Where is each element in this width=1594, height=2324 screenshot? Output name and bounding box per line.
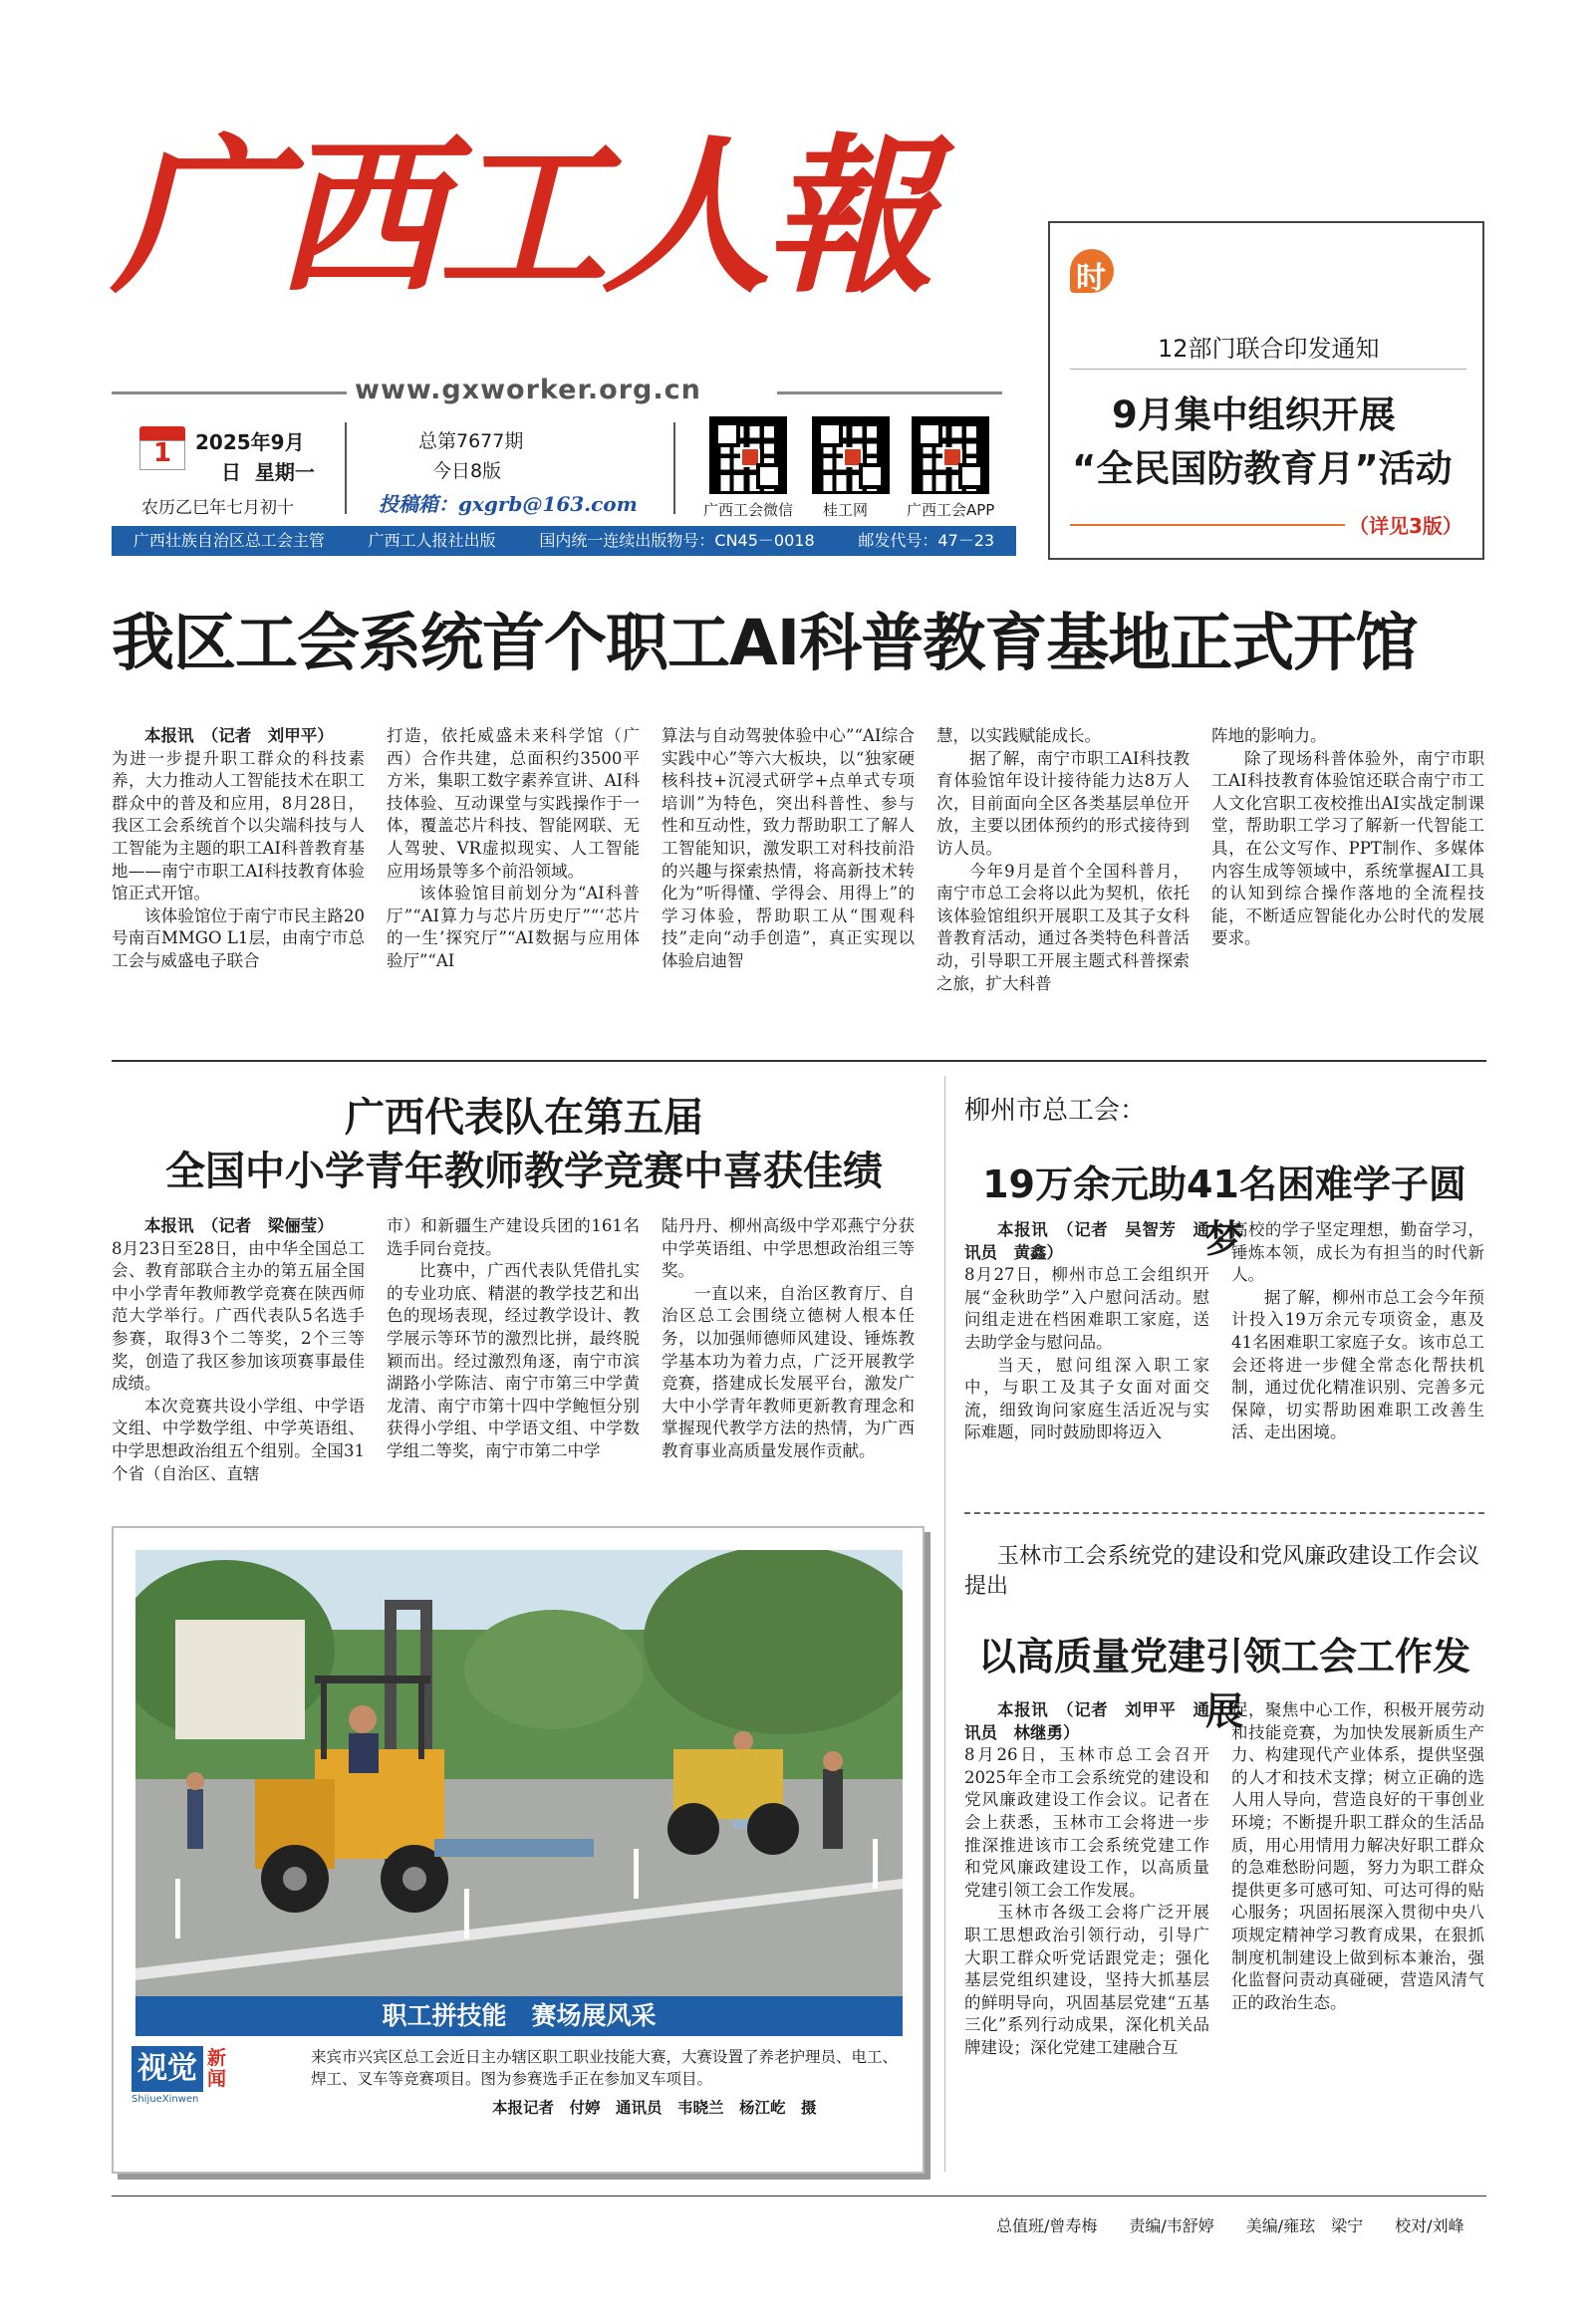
article2-headline[interactable]: 全国中小学青年教师教学竞赛中喜获佳绩 [165,1149,883,1194]
bar-item: 广西壮族自治区总工会主管 [133,531,325,550]
footer-rule [112,2195,1486,2196]
qr-code-wechat[interactable] [709,416,787,494]
date-line2: 日 星期一 [221,460,315,484]
qr-code-guigongwang[interactable] [812,416,890,494]
paragraph: 为进一步提升职工群众的科技素养，大力推动人工智能技术在职工群众中的普及和应用，8月28日，我区工会系统首个以尖端科技与人工智能为主题的职工AI科普教育基地——南宁市职工AI科技教育体验馆正式开馆。 [112,748,365,904]
section-divider [112,1060,1486,1062]
sidebar-headline: “全民国防教育月”活动 [1072,447,1453,490]
lunar-date: 农历乙巳年七月初十 [141,498,294,518]
bar-item: 国内统一连续出版物号：CN45－0018 [539,531,815,550]
issue-number: 总第7677期 [418,430,524,452]
article2-col-2 [387,1215,640,1463]
section-divider [964,1512,1484,1514]
photo-forklift-competition[interactable] [135,1550,903,2004]
paragraph: 慧，以实践赋能成长。 [936,726,1101,745]
see-page-link[interactable]: （详见3版） [1349,514,1462,538]
calendar-day: 1 [152,438,172,468]
byline: 本报讯 （记者 吴智芳 通讯员 黄鑫） [964,1220,1209,1262]
pallet [434,1839,594,1857]
date-line1: 2025年9月 [195,430,305,454]
article3-kicker: 柳州市总工会： [964,1096,1147,1126]
paper-title: 广西工人報 [112,118,930,317]
badge-sub: 新闻 [207,2047,227,2090]
article3-col-1 [964,1219,1209,1444]
paragraph: 该体验馆目前划分为“AI科普厅”“AI算力与芯片历史厅”“‘芯片的一生’探究厅”“AI数据与应用体验厅”“AI [387,884,640,970]
article2-headline[interactable]: 广西代表队在第五届 [345,1095,703,1141]
byline: 本报讯 （记者 梁俪莹） [144,1216,334,1235]
tree [464,1610,644,1729]
paragraph: 高校的学子坚定理想，勤奋学习，锤炼本领，成长为有担当的时代新人。 [1231,1220,1484,1285]
byline: 本报讯 （记者 刘甲平 通讯员 林继勇） [964,1700,1209,1742]
website[interactable]: www.gxworker.org.cn [355,375,701,405]
paragraph: 打造，依托威盛未来科学馆（广西）合作共建，总面积约3500平方米，集职工数字素养宣讲、AI科技体验、互动课堂与实践操作于一体，覆盖芯片科技、智能网联、无人驾驶、VR虚拟现实、人工智能应用场景等多个前沿领域。 [387,726,640,881]
paragraph: 一直以来，自治区教育厅、自治区总工会围绕立德树人根本任务，以加强师德师风建设、锤炼教学基本功为着力点，广泛开展教学竞赛，搭建成长发展平台，激发广大中小学青年教师更新教育理念和掌握现代教学方法的热情，为广西教育事业高质量发展作贡献。 [662,1283,915,1460]
byline: 本报讯 （记者 刘甲平） [144,726,334,745]
info-bar [112,526,1016,556]
article4-kicker: 玉林市工会系统党的建设和党风廉政建设工作会议提出 [964,1544,1480,1599]
website-rule-left [112,391,347,394]
badge-pinyin: ShijueXinwen [132,2094,199,2105]
paragraph: 除了现场科普体验外，南宁市职工AI科技教育体验馆还联合南宁市工人文化宫职工夜校推出AI实战定制课堂，帮助职工学习了解新一代智能工具，在公文写作、PPT制作、多媒体内容生成等领域中，系统掌握AI工具的认知到综合操作落地的全流程技能，不断适应智能化办公时代的发展要求。 [1211,748,1484,948]
website-rule-right [777,391,1002,394]
paragraph: 市）和新疆生产建设兵团的161名选手同台竞技。 [387,1216,640,1258]
sidebar-subtitle: 12部门联合印发通知 [1158,335,1380,363]
lead-col-3 [662,725,915,973]
bar-item: 广西工人报社出版 [368,531,496,550]
paragraph: 据了解，柳州市总工会今年预计投入19万余元专项资金，惠及41名困难职工家庭子女。该市总工会还将进一步健全常态化帮扶机制，通过优化精准识别、完善多元保障，切实帮助困难职工改善生活、走出困境。 [1231,1287,1484,1442]
paragraph: 阵地的影响力。 [1211,726,1327,745]
lead-col-2 [387,725,640,973]
bar-item: 邮发代号：47－23 [858,531,995,550]
qr-label: 桂工网 [823,501,869,519]
paragraph: 本次竞赛共设小学组、中学语文组、中学数学组、中学英语组、中学思想政治组五个组别。全国31个省（自治区、直辖 [112,1396,365,1483]
paragraph: 据了解，南宁市职工AI科技教育体验馆年设计接待能力达8万人次，目前面向全区各类基层单位开放，主要以团体预约的形式接待到访人员。 [936,748,1190,858]
sidebar-rule [1070,369,1466,370]
paragraph: 当天，慰问组深入职工家中，与职工及其子女面对面交流，细致询问家庭生活近况与实际难题，同时鼓励即将迈入 [964,1355,1209,1442]
paragraph: 8月23日至28日，由中华全国总工会、教育部联合主办的第五届全国中小学青年教师教学竞赛在陕西师范大学举行。广西代表队5名选手参赛，取得3个二等奖，2个三等奖，创造了我区参加该项赛事最佳成绩。 [112,1238,365,1394]
article2-col-1 [112,1215,365,1485]
paragraph: 算法与自动驾驶体验中心”“AI综合实践中心”等六大板块，以“独家硬核科技+沉浸式研学+点单式专项培训”为特色，突出科普性、参与性和互动性，致力帮助职工了解人工智能知识，激发职工对科技前沿的兴趣与探索热情，将高新技术转化为“听得懂、学得会、用得上”的学习体验，帮助职工从“围观科技”走向“动手创造”，真正实现以体验启迪智 [662,726,915,970]
news-brief-box[interactable] [1048,221,1484,560]
photo-credit: 本报记者 付婷 通讯员 韦晓兰 杨江屹 摄 [492,2099,817,2117]
lead-headline[interactable]: 我区工会系统首个职工AI科普教育基地正式开馆 [112,607,1418,679]
photo-caption: 来宾市兴宾区总工会近日主办辖区职工职业技能大赛，大赛设置了养老护理员、电工、焊工、叉车等竞赛项目。图为参赛选手正在参加叉车项目。 [311,2048,899,2088]
lead-col-4 [936,725,1190,995]
article2-col-3 [662,1215,915,1463]
paragraph: 陆丹丹、柳州高级中学邓燕宁分获中学英语组、中学思想政治组三等奖。 [662,1216,915,1281]
calendar-icon [139,422,185,470]
pages-today: 今日8版 [432,460,502,482]
qr-code-app[interactable] [912,416,989,494]
paragraph: 8月27日，柳州市总工会组织开展“金秋助学”入户慰问活动。慰问组走进在档困难职工家庭，送去助学金与慰问品。 [964,1265,1209,1352]
badge-main: 视觉 [132,2046,203,2092]
photo-title: 职工拼技能 赛场展风采 [382,2001,657,2030]
photo-frame [112,1526,925,2174]
article4-col-2 [1231,1699,1484,2014]
footer-credits: 总值班/曾寿梅 责编/韦舒婷 美编/雍玹 梁宁 校对/刘峰 [996,2216,1464,2235]
article4-headline[interactable]: 以高质量党建引领工会工作发展 [977,1635,1470,1733]
orange-rule [1070,524,1345,526]
submission-email[interactable]: 投稿箱：gxgrb@163.com [379,492,638,516]
article3-headline[interactable]: 19万余元助41名困难学子圆梦 [982,1162,1466,1261]
photo-title-bar [135,1996,903,2036]
paragraph: 比赛中，广西代表队凭借扎实的专业功底、精湛的教学技艺和出色的现场表现，经过教学设计、教学展示等环节的激烈比拼，最终脱颖而出。经过激烈角逐，南宁市滨湖路小学陈洁、南宁市第三中学黄龙清、南宁市第十四中学鲍恒分别获得小学组、中学语文组、中学数学组二等奖，南宁市第二中学 [387,1261,640,1460]
divider [345,422,347,514]
paragraph: 玉林市各级工会将广泛开展职工思想政治引领行动，引导广大职工群众听党话跟党走；强化基层党组织建设，坚持大抓基层的鲜明导向，巩固基层党建“五基三化”系列行动成果，深化机关品牌建设；深化党建工建融合互 [964,1903,1209,2057]
building [175,1620,305,1739]
lead-col-5 [1211,725,1484,950]
paragraph: 今年9月是首个全国科普月，南宁市总工会将以此为契机，依托该体验馆组织开展职工及其子女科普教育活动，通过各类特色科普活动，引导职工开展主题式科普探索之旅，扩大科普 [936,861,1190,993]
tag-label: 时局 [1076,261,1148,296]
column-divider [944,1076,945,2172]
lead-col-1 [112,725,365,973]
divider [673,422,675,514]
qr-label: 广西工会微信 [703,501,794,519]
sidebar-headline: 9月集中组织开展 [1112,393,1396,436]
article3-col-2 [1231,1219,1484,1444]
qr-label: 广西工会APP [907,501,995,519]
paragraph: 8月26日，玉林市总工会召开2025年全市工会系统党的建设和党风廉政建设工作会议。记者在会上获悉，玉林市工会将进一步推深推进该市工会系统党建工作和党风廉政建设工作，以高质量党建引领工会工作发展。 [964,1745,1209,1900]
article4-col-1 [964,1699,1209,2060]
paragraph: 促，聚焦中心工作，积极开展劳动和技能竞赛，为加快发展新质生产力、构建现代产业体系，提供坚强的人才和技术支撑；树立正确的选人用人导向，营造良好的干事创业环境；不断提升职工群众的生活品质，用心用情用力解决好职工群众的急难愁盼问题，努力为职工群众提供更多可感可知、可达可得的贴心服务；巩固拓展深入贯彻中央八项规定精神学习教育成果，在狠抓制度机制建设上做到标本兼治，强化监督问责动真碰硬，营造风清气正的政治生态。 [1231,1700,1484,2012]
paragraph: 该体验馆位于南宁市民主路20号南百MMGO L1层，由南宁市总工会与威盛电子联合 [112,905,365,970]
visual-news-badge [132,2046,241,2112]
